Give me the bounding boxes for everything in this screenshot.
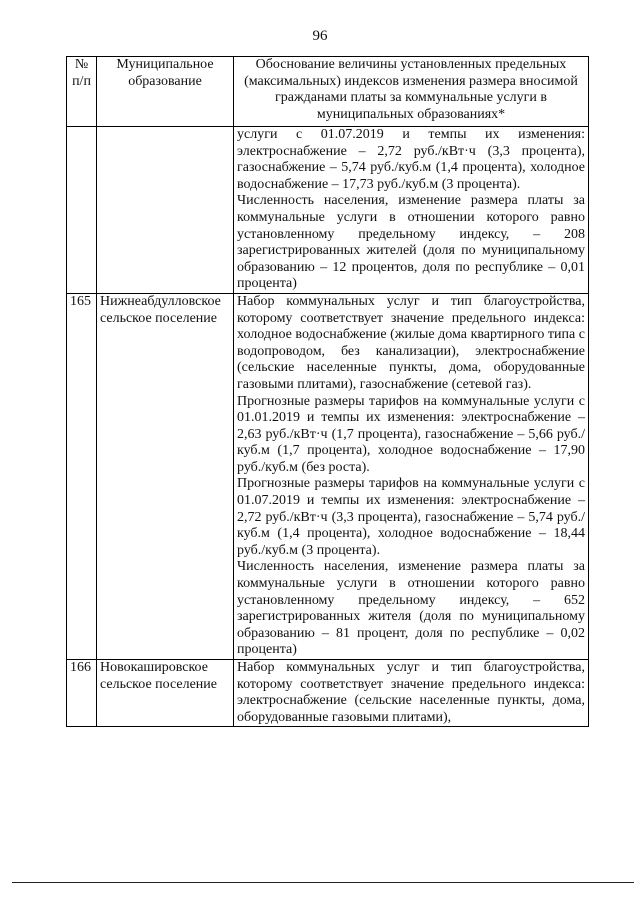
- header-justification: Обоснование величины установленных предельных (максимальных) индексов изменения размера вносимой гражданами платы за коммунальные услуги в муниципальных образованиях*: [234, 57, 589, 127]
- justification-paragraph: Прогнозные размеры тарифов на коммунальные услуги с 01.01.2019 и темпы их изменения: электроснабжение – 2,63 руб./кВт·ч (1,7 процента), газоснабжение – 5,66 руб./куб.м (1,7 процента), холодное водоснабжение – 17,90 руб./куб.м (без роста).: [237, 393, 585, 475]
- table-row: [67, 293, 589, 659]
- justification-paragraph: Набор коммунальных услуг и тип благоустройства, которому соответствует значение предельного индекса: холодное водоснабжение (жилые дома квартирного типа с водопроводом, без канализации), электроснабжение (сельские населенные пункты, дома, оборудованные газовыми плитами), газоснабжение (сетевой газ).: [237, 293, 585, 392]
- header-num: № п/п: [67, 57, 97, 127]
- row-number: 166: [67, 660, 97, 727]
- municipality-name: Нижнеабдулловское сельское поселение: [97, 293, 234, 659]
- justification-cell: [234, 127, 589, 294]
- justification-paragraph: услуги с 01.07.2019 и темпы их изменения: электроснабжение – 2,72 руб./кВт·ч (3,3 процента), газоснабжение – 5,74 руб./куб.м (1,4 процента), холодное водоснабжение – 17,73 руб./куб.м (3 процента).: [237, 127, 585, 192]
- municipality-name: [97, 127, 234, 294]
- table-row: [67, 660, 589, 727]
- justification-paragraph: Численность населения, изменение размера платы за коммунальные услуги в отношении которого равно установленному предельному индексу, – 208 зарегистрированных жителей (доля по муниципальному образованию – 12 процентов, доля по республике – 0,01 процента): [237, 193, 585, 292]
- justification-cell: [234, 660, 589, 727]
- justification-paragraph: Набор коммунальных услуг и тип благоустройства, которому соответствует значение предельного индекса: электроснабжение (сельские населенные пункты, дома, оборудованные газовыми плитами),: [237, 660, 585, 725]
- municipality-name: Новокашировское сельское поселение: [97, 660, 234, 727]
- table-row: [67, 127, 589, 294]
- row-number: [67, 127, 97, 294]
- justification-paragraph: Прогнозные размеры тарифов на коммунальные услуги с 01.07.2019 и темпы их изменения: электроснабжение – 2,72 руб./кВт·ч (3,3 процента), газоснабжение – 5,74 руб./куб.м (1,4 процента), холодное водоснабжение – 18,44 руб./куб.м (3 процента).: [237, 476, 585, 558]
- table-header-row: [67, 57, 589, 127]
- page-number: 96: [312, 28, 328, 44]
- justification-paragraph: Численность населения, изменение размера платы за коммунальные услуги в отношении которого равно установленному предельному индексу, – 652 зарегистрированных жителя (доля по муниципальному образованию – 81 процент, доля по республике – 0,02 процента): [237, 559, 585, 658]
- index-justification-table: [66, 56, 589, 727]
- row-number: 165: [67, 293, 97, 659]
- footer-rule: [12, 882, 634, 883]
- header-municipality: Муниципальное образование: [97, 57, 234, 127]
- justification-cell: [234, 293, 589, 659]
